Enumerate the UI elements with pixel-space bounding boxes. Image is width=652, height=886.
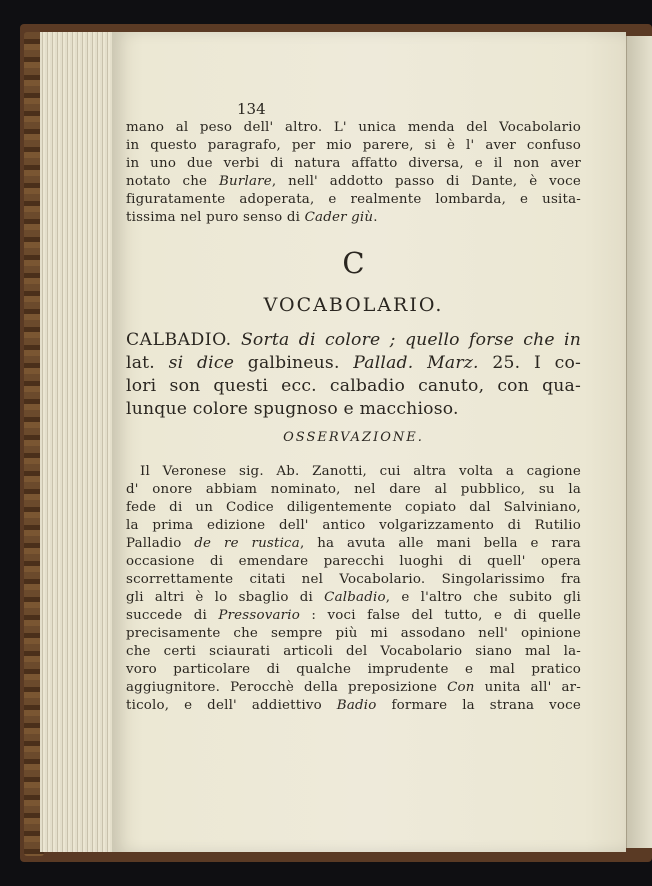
letter-section <box>126 246 581 286</box>
text-line: Palladio de re rustica, ha avuta alle mani bella e rara <box>126 536 581 551</box>
facing-page-edge <box>626 36 652 848</box>
page-number: 134 <box>237 100 266 118</box>
observation-paragraph <box>126 464 581 713</box>
entry-line: lori son questi ecc. calbadio canuto, con qua- <box>126 376 581 396</box>
text-line: la prima edizione dell' antico volgarizzamento di Rutilio <box>126 518 581 533</box>
section-title: VOCABOLARIO. <box>263 294 444 316</box>
entry-line: lunque colore spugnoso e macchioso. <box>126 399 459 419</box>
text-line: Il Veronese sig. Ab. Zanotti, cui altra volta a cagione <box>140 464 581 479</box>
text-line: occasione di emendare parecchi luoghi di quell' opera <box>126 554 581 569</box>
text-line: mano al peso dell' altro. L' unica menda del Vocabolario <box>126 120 581 135</box>
vocabulary-entry <box>126 330 582 419</box>
text-line: tissima nel puro senso di Cader giù. <box>126 210 378 225</box>
entry-headword: CALBADIO. <box>126 330 232 350</box>
text-line: d' onore abbiam nominato, nel dare al pubblico, su la <box>126 482 581 497</box>
text-line: succede di Pressovario : voci false del tutto, e di quelle <box>126 608 581 623</box>
text-line: in questo paragrafo, per mio parere, si è l' aver confuso <box>126 138 581 153</box>
letter-heading: C <box>342 246 365 280</box>
text-line: fede di un Codice diligentemente copiato dal Salviniano, <box>126 500 581 515</box>
text-line: che certi sciaurati articoli del Vocabolario siano mal la- <box>126 644 581 659</box>
section-title-wrap <box>126 294 581 322</box>
text-line: in uno due verbi di natura affatto diversa, e il non aver <box>126 156 581 171</box>
text-line: aggiugnitore. Perocchè della preposizione Con unita all' ar- <box>126 680 581 695</box>
entry-line: lat. si dice galbineus. Pallad. Marz. 25. I co- <box>126 353 582 373</box>
text-line: precisamente che sempre più mi assodano nell' opinione <box>126 626 581 641</box>
entry-line <box>126 330 581 350</box>
text-line: scorrettamente citati nel Vocabolario. Singolarissimo fra <box>126 572 581 587</box>
observation-subheading: OSSERVAZIONE. <box>283 430 424 445</box>
text-line: voro particolare di qualche imprudente e mal pratico <box>126 662 581 677</box>
text-line: notato che Burlare, nell' addotto passo di Dante, è voce <box>126 174 581 189</box>
entry-definition: Sorta di colore ; quello forse che in <box>240 330 581 350</box>
text-line: figuratamente adoperata, e realmente lombarda, e usita- <box>126 192 581 207</box>
text-line: gli altri è lo sbaglio di Calbadio, e l'altro che subito gli <box>126 590 581 605</box>
page-edges <box>40 32 116 852</box>
text-line: ticolo, e dell' addiettivo Badio formare la strana voce <box>126 698 581 713</box>
subheading-wrap <box>126 430 581 450</box>
paragraph-continuation <box>126 120 581 230</box>
